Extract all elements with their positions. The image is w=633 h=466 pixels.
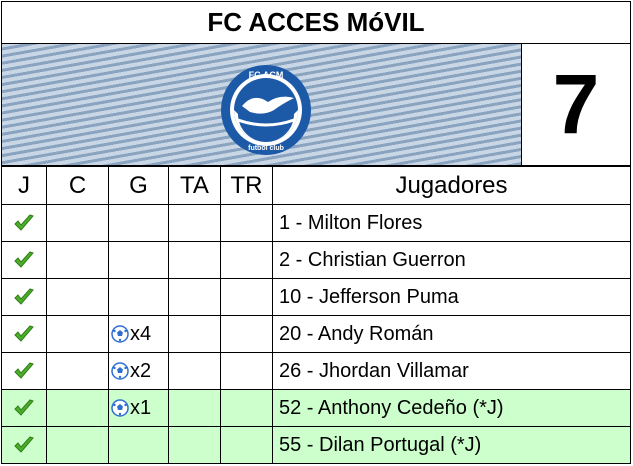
table-row: [2, 353, 631, 390]
played-cell: [2, 316, 47, 353]
header-played: J: [2, 167, 47, 205]
red-cards-cell: [221, 316, 273, 353]
team-title: FC ACCES MóVIL: [1, 1, 631, 44]
soccer-ball-icon: [111, 397, 129, 420]
table-row: [2, 390, 631, 427]
yellow-cards-cell: [169, 353, 221, 390]
table-row: [2, 205, 631, 242]
yellow-cards-cell: [169, 205, 221, 242]
team-logo-icon: [220, 64, 312, 156]
c-cell: [47, 279, 109, 316]
red-cards-cell: [221, 427, 273, 464]
green-check-icon: [12, 322, 36, 344]
c-cell: [47, 316, 109, 353]
goals-cell: [109, 316, 169, 353]
played-cell: [2, 427, 47, 464]
goals-cell: [109, 279, 169, 316]
soccer-ball-icon: [111, 323, 129, 346]
player-name: 55 - Dilan Portugal (*J): [273, 427, 631, 464]
red-cards-cell: [221, 205, 273, 242]
player-name: 52 - Anthony Cedeño (*J): [273, 390, 631, 427]
jersey-number: 7: [521, 44, 631, 166]
goals-text: x1: [130, 396, 152, 419]
table-row: [2, 316, 631, 353]
goals-text: x4: [130, 322, 152, 345]
player-name: 2 - Christian Guerron: [273, 242, 631, 279]
played-cell: [2, 279, 47, 316]
players-table: [1, 166, 631, 464]
yellow-cards-cell: [169, 242, 221, 279]
green-check-icon: [12, 285, 36, 307]
player-name: 20 - Andy Román: [273, 316, 631, 353]
red-cards-cell: [221, 390, 273, 427]
played-cell: [2, 353, 47, 390]
played-cell: [2, 205, 47, 242]
c-cell: [47, 390, 109, 427]
green-check-icon: [12, 248, 36, 270]
goals-cell: [109, 390, 169, 427]
header-red-cards: TR: [221, 167, 273, 205]
goals-count: [109, 360, 151, 383]
red-cards-cell: [221, 242, 273, 279]
goals-count: [109, 323, 151, 346]
goals-cell: [109, 242, 169, 279]
played-cell: [2, 242, 47, 279]
player-name: 1 - Milton Flores: [273, 205, 631, 242]
green-check-icon: [12, 396, 36, 418]
red-cards-cell: [221, 353, 273, 390]
goals-text: x2: [130, 359, 152, 382]
header-c: C: [47, 167, 109, 205]
yellow-cards-cell: [169, 390, 221, 427]
header-yellow-cards: TA: [169, 167, 221, 205]
goals-count: [109, 397, 151, 420]
green-check-icon: [12, 433, 36, 455]
logo-top-text: FC ACM: [248, 70, 284, 80]
table-row: [2, 427, 631, 464]
table-row: [2, 279, 631, 316]
c-cell: [47, 205, 109, 242]
team-banner: [1, 44, 522, 166]
c-cell: [47, 242, 109, 279]
player-name: 10 - Jefferson Puma: [273, 279, 631, 316]
played-cell: [2, 390, 47, 427]
table-row: [2, 242, 631, 279]
green-check-icon: [12, 211, 36, 233]
c-cell: [47, 353, 109, 390]
red-cards-cell: [221, 279, 273, 316]
header-goals: G: [109, 167, 169, 205]
green-check-icon: [12, 359, 36, 381]
logo-bottom-text: futbol club: [248, 145, 284, 152]
yellow-cards-cell: [169, 427, 221, 464]
table-header-row: [2, 167, 631, 205]
goals-cell: [109, 205, 169, 242]
yellow-cards-cell: [169, 279, 221, 316]
soccer-ball-icon: [111, 360, 129, 383]
goals-cell: [109, 427, 169, 464]
yellow-cards-cell: [169, 316, 221, 353]
header-players: Jugadores: [273, 167, 631, 205]
c-cell: [47, 427, 109, 464]
goals-cell: [109, 353, 169, 390]
player-name: 26 - Jhordan Villamar: [273, 353, 631, 390]
